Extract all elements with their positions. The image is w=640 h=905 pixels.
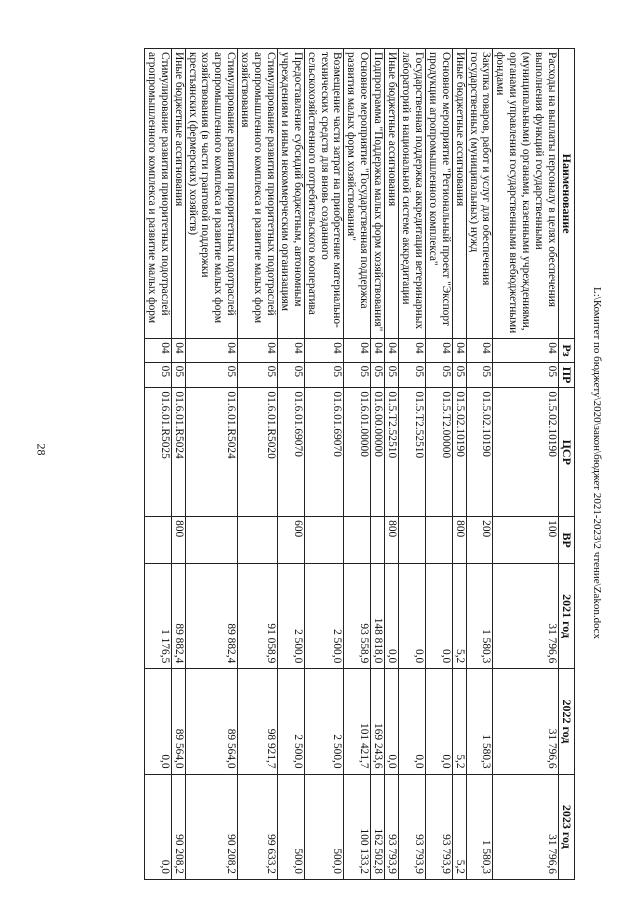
row-csr: 01.6.01.R5020 — [238, 388, 278, 517]
row-2022: 1 580,3 — [466, 669, 493, 774]
row-2023: 500,0 — [304, 774, 344, 879]
table-row — [344, 49, 371, 880]
row-2022: 2 500,0 — [277, 669, 304, 774]
row-2023: 100 133,2 — [344, 774, 371, 879]
row-name: Иные бюджетные ассигнования — [452, 49, 466, 339]
row-rz: 04 — [277, 339, 304, 362]
row-name: Закупка товаров, работ и услуг для обеспечения государственных (муниципальных) нужд — [466, 49, 493, 339]
row-rz: 04 — [238, 339, 278, 362]
row-rz: 04 — [344, 339, 371, 362]
row-csr: 01.5.Т2.00000 — [425, 388, 452, 517]
table-row — [452, 49, 466, 880]
row-pr: 05 — [238, 362, 278, 388]
table-row — [238, 49, 278, 880]
row-rz: 04 — [466, 339, 493, 362]
row-pr: 05 — [185, 362, 238, 388]
header-rz: Рз — [559, 339, 575, 362]
row-vr — [399, 517, 426, 564]
row-2021: 89 882,4 — [171, 563, 185, 668]
row-2021: 1 176,5 — [144, 563, 171, 668]
row-2021: 91 058,9 — [238, 563, 278, 668]
row-csr: 01.5.02.10190 — [466, 388, 493, 517]
row-2023: 5,2 — [452, 774, 466, 879]
row-csr: 01.6.01.R5024 — [171, 388, 185, 517]
header-name: Наименование — [559, 49, 575, 339]
row-rz: 04 — [493, 339, 559, 362]
row-vr — [425, 517, 452, 564]
row-2022: 5,2 — [452, 669, 466, 774]
row-2022: 0,0 — [425, 669, 452, 774]
row-pr: 05 — [277, 362, 304, 388]
row-rz: 04 — [304, 339, 344, 362]
row-name: Основное мероприятие "Региональный проект "Экспорт продукции агропромышленного комплекса" — [425, 49, 452, 339]
row-rz: 04 — [452, 339, 466, 362]
row-vr: 600 — [277, 517, 304, 564]
row-csr: 01.6.01.R5024 — [185, 388, 238, 517]
row-2022: 0,0 — [399, 669, 426, 774]
row-name: Стимулирование развития приоритетных подотраслей агропромышленного комплекса и развитие малых форм хозяйствования — [238, 49, 278, 339]
row-2023: 162 502,8 — [371, 774, 385, 879]
table-row — [371, 49, 385, 880]
row-pr: 05 — [493, 362, 559, 388]
row-name: Стимулирование развития приоритетных подотраслей агропромышленного комплекса и развитие малых форм — [144, 49, 171, 339]
table-row — [277, 49, 304, 880]
table-row — [493, 49, 559, 880]
row-pr: 05 — [371, 362, 385, 388]
footer-file-path: L:\Комитет по бюджету\2020\закон\бюджет 2021-2023\2 чтение\Zakon.docx — [591, 286, 603, 639]
row-2023: 31 796,6 — [493, 774, 559, 879]
row-rz: 04 — [399, 339, 426, 362]
row-vr: 800 — [385, 517, 399, 564]
row-csr: 01.6.01.00000 — [344, 388, 371, 517]
table-row — [425, 49, 452, 880]
row-pr: 05 — [466, 362, 493, 388]
row-2022: 0,0 — [385, 669, 399, 774]
row-2023: 90 208,2 — [171, 774, 185, 879]
row-2022: 89 564,0 — [171, 669, 185, 774]
row-vr: 800 — [452, 517, 466, 564]
table-row — [399, 49, 426, 880]
row-csr: 01.6.00.00000 — [371, 388, 385, 517]
row-vr: 200 — [466, 517, 493, 564]
row-rz: 04 — [385, 339, 399, 362]
row-2023: 93 793,9 — [399, 774, 426, 879]
row-vr — [371, 517, 385, 564]
row-2022: 2 500,0 — [304, 669, 344, 774]
table-row — [171, 49, 185, 880]
header-2023: 2023 год — [559, 774, 575, 879]
row-csr: 01.6.01.R5025 — [144, 388, 171, 517]
row-2022: 101 421,7 — [344, 669, 371, 774]
row-pr: 05 — [425, 362, 452, 388]
row-2021: 89 882,4 — [185, 563, 238, 668]
row-2021: 0,0 — [425, 563, 452, 668]
budget-table — [144, 48, 575, 880]
row-pr: 05 — [171, 362, 185, 388]
header-pr: ПР — [559, 362, 575, 388]
row-name: Основное мероприятие "Государственная поддержка развития малых форм хозяйствования" — [344, 49, 371, 339]
row-csr: 01.5.Т2.52510 — [399, 388, 426, 517]
row-rz: 04 — [425, 339, 452, 362]
row-vr — [304, 517, 344, 564]
row-2021: 2 500,0 — [277, 563, 304, 668]
table-row — [304, 49, 344, 880]
row-2021: 0,0 — [399, 563, 426, 668]
table-row — [466, 49, 493, 880]
row-vr — [344, 517, 371, 564]
table-row — [185, 49, 238, 880]
row-rz: 04 — [144, 339, 171, 362]
row-2022: 0,0 — [144, 669, 171, 774]
row-2021: 148 818,0 — [371, 563, 385, 668]
row-csr: 01.6.01.69070 — [277, 388, 304, 517]
row-2021: 1 580,3 — [466, 563, 493, 668]
row-vr — [185, 517, 238, 564]
table-row — [385, 49, 399, 880]
row-2021: 31 796,6 — [493, 563, 559, 668]
row-csr: 01.5.02.10190 — [452, 388, 466, 517]
header-csr: ЦСР — [559, 388, 575, 517]
row-2023: 0,0 — [144, 774, 171, 879]
row-csr: 01.5.02.10190 — [493, 388, 559, 517]
row-2021: 5,2 — [452, 563, 466, 668]
row-name: Иные бюджетные ассигнования — [171, 49, 185, 339]
row-pr: 05 — [399, 362, 426, 388]
row-2022: 89 564,0 — [185, 669, 238, 774]
header-vr: ВР — [559, 517, 575, 564]
row-2023: 93 793,9 — [425, 774, 452, 879]
row-2022: 98 921,7 — [238, 669, 278, 774]
footer — [585, 45, 609, 880]
header-2021: 2021 год — [559, 563, 575, 668]
row-csr: 01.5.Т2.52510 — [385, 388, 399, 517]
row-rz: 04 — [371, 339, 385, 362]
row-pr: 05 — [452, 362, 466, 388]
row-pr: 05 — [344, 362, 371, 388]
row-name: Возмещение части затрат на приобретение материально-технических средств для вновь созданного сельскохозяйственного потребительского кооператива — [304, 49, 344, 339]
row-2022: 169 243,6 — [371, 669, 385, 774]
row-2023: 90 208,2 — [185, 774, 238, 879]
row-2023: 1 580,3 — [466, 774, 493, 879]
row-vr: 800 — [171, 517, 185, 564]
row-pr: 05 — [304, 362, 344, 388]
row-pr: 05 — [385, 362, 399, 388]
row-2021: 93 558,9 — [344, 563, 371, 668]
row-name: Иные бюджетные ассигнования — [385, 49, 399, 339]
row-name: Государственная поддержка аккредитации ветеринарных лабораторий в национальной системе аккредитации — [399, 49, 426, 339]
row-2023: 93 793,9 — [385, 774, 399, 879]
row-2021: 2 500,0 — [304, 563, 344, 668]
row-name: Подпрограмма "Поддержка малых форм хозяйствования" — [371, 49, 385, 339]
row-vr — [144, 517, 171, 564]
row-vr — [238, 517, 278, 564]
row-rz: 04 — [171, 339, 185, 362]
row-rz: 04 — [185, 339, 238, 362]
row-name: Расходы на выплаты персоналу в целях обеспечения выполнения функций государственными (муниципальными) органами, казенными учреждениями, органами управления государственными внебюджетными фондами — [493, 49, 559, 339]
table-header-row — [559, 49, 575, 880]
row-2023: 500,0 — [277, 774, 304, 879]
page-number: 28 — [34, 443, 49, 456]
row-2021: 0,0 — [385, 563, 399, 668]
row-pr: 05 — [144, 362, 171, 388]
table-row — [144, 49, 171, 880]
row-2022: 31 796,6 — [493, 669, 559, 774]
row-csr: 01.6.01.69070 — [304, 388, 344, 517]
row-vr: 100 — [493, 517, 559, 564]
row-name: Предоставление субсидий бюджетным, автономным учреждениям и иным некоммерческим организациям — [277, 49, 304, 339]
row-name: Стимулирование развития приоритетных подотраслей агропромышленного комплекса и развитие малых форм хозяйствования (в части грантовой поддержки крестьянских (фермерских) хозяйств) — [185, 49, 238, 339]
rotated-page-content — [78, 48, 575, 880]
row-2023: 99 633,2 — [238, 774, 278, 879]
header-2022: 2022 год — [559, 669, 575, 774]
